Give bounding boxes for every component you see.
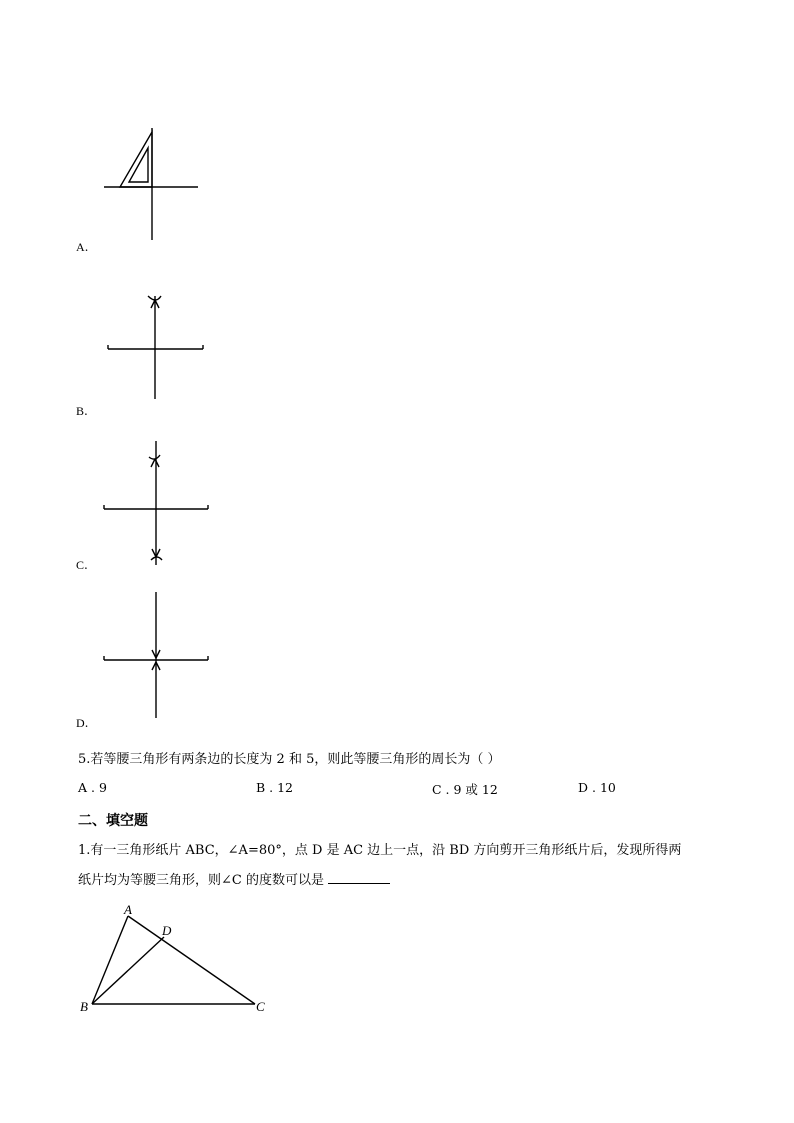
fill-question-1-line2-text: 纸片均为等腰三角形，则∠C 的度数可以是 xyxy=(78,873,329,888)
question-5-choice-c: C . 9 或 12 xyxy=(432,782,498,797)
set-square-outer xyxy=(120,132,152,187)
option-b-figure xyxy=(104,286,208,404)
question-5-choice-a: A . 9 xyxy=(78,780,107,795)
option-a-figure xyxy=(100,124,204,244)
option-c-label xyxy=(76,558,88,572)
option-d-letter: D xyxy=(76,716,85,730)
fill-question-1-line1: 1.有一三角形纸片 ABC，∠A=80°，点 D 是 AC 边上一点，沿 BD 方向剪开三角形纸片后，发现所得两 xyxy=(78,843,682,858)
top-arrow-left xyxy=(151,459,155,467)
option-b-dot: . xyxy=(84,404,88,418)
side-ac xyxy=(128,916,255,1004)
vertex-b-label: B xyxy=(80,999,88,1014)
option-c-figure xyxy=(100,437,212,569)
option-b-letter: B xyxy=(76,404,85,418)
question-5-choice-b: B . 12 xyxy=(256,780,294,795)
set-square-inner xyxy=(129,148,148,182)
segment-bd xyxy=(92,937,164,1004)
vertex-d-label: D xyxy=(162,923,172,938)
option-a-dot: . xyxy=(84,240,89,254)
option-b-label xyxy=(76,404,88,418)
option-c-dot: . xyxy=(84,558,88,572)
option-d-figure xyxy=(100,590,212,722)
top-arc xyxy=(149,455,160,459)
option-c-letter: C xyxy=(76,558,85,572)
vertex-a-label: A xyxy=(124,902,132,917)
side-ab xyxy=(92,916,128,1004)
vertex-c-label: C xyxy=(256,999,265,1014)
question-5-choice-d: D . 10 xyxy=(578,780,616,795)
option-d-label xyxy=(76,716,89,730)
answer-blank[interactable] xyxy=(328,869,390,884)
section-heading: 二、填空题 xyxy=(78,813,148,829)
fill-question-1-line2 xyxy=(78,868,728,894)
triangle-figure xyxy=(72,900,282,1020)
option-a-label xyxy=(76,240,89,254)
question-5-text: 5.若等腰三角形有两条边的长度为 2 和 5，则此等腰三角形的周长为（ ） xyxy=(78,752,501,767)
option-a-letter: A xyxy=(76,240,85,254)
option-d-dot: . xyxy=(84,716,89,730)
